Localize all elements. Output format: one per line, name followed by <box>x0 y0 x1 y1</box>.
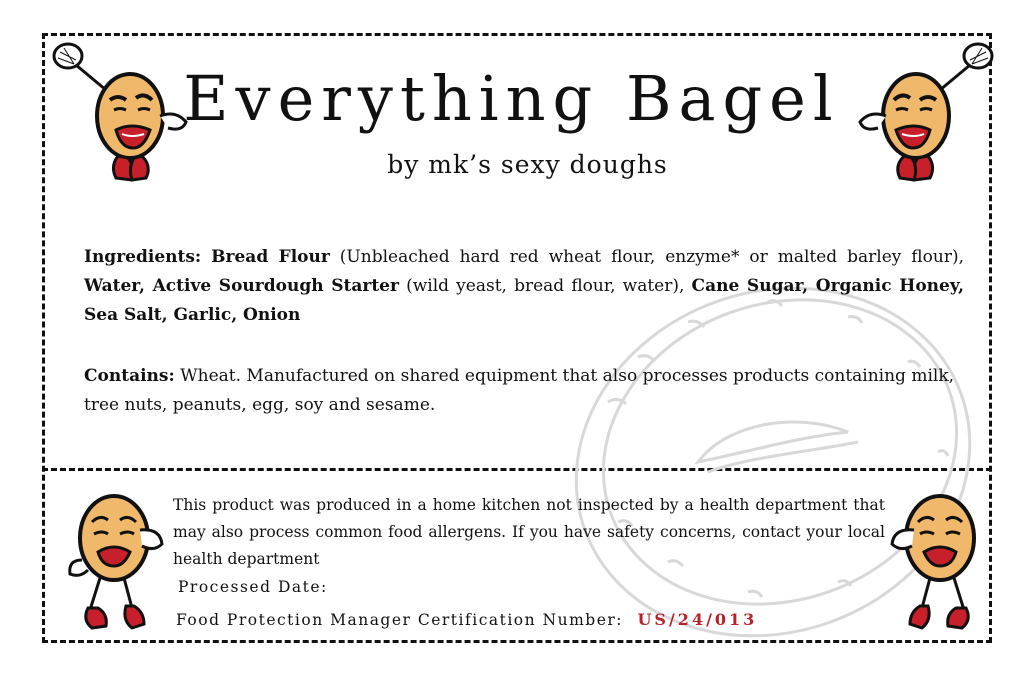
processed-date-label: Processed Date: <box>178 578 328 596</box>
bagel-mascot-icon <box>62 490 172 640</box>
ingredients-section <box>84 243 964 330</box>
product-title: Everything Bagel <box>183 62 840 135</box>
certification-line <box>176 610 757 629</box>
allergen-section <box>84 362 964 420</box>
brand-subtitle: by mk’s sexy doughs <box>387 150 668 179</box>
contains-label: Contains: <box>84 366 175 386</box>
contains-text: Wheat. Manufactured on shared equipment that also processes products containing milk, tree nuts, peanuts, egg, soy and sesame. <box>84 366 955 415</box>
certification-label: Food Protection Manager Certification Number: <box>176 611 624 629</box>
ingredient-starter-detail: (wild yeast, bread flour, water), <box>398 276 685 296</box>
bagel-mascot-icon <box>882 490 992 640</box>
home-kitchen-disclaimer: This product was produced in a home kitchen not inspected by a health department that may also process common food allergens. If you have safety concerns, contact your local health department <box>173 496 885 568</box>
certification-number: US/24/013 <box>637 610 758 629</box>
ingredients-label: Ingredients: <box>84 247 202 267</box>
ingredient-bread-flour-detail: (Unbleached hard red wheat flour, enzyme* or malted barley flour), <box>329 247 964 267</box>
ingredient-remaining: Cane Sugar, Organic Honey, Sea Salt, Garlic, Onion <box>84 276 965 325</box>
ingredient-bread-flour: Bread Flour <box>211 247 330 267</box>
ingredient-water-starter: Water, Active Sourdough Starter <box>84 276 399 296</box>
